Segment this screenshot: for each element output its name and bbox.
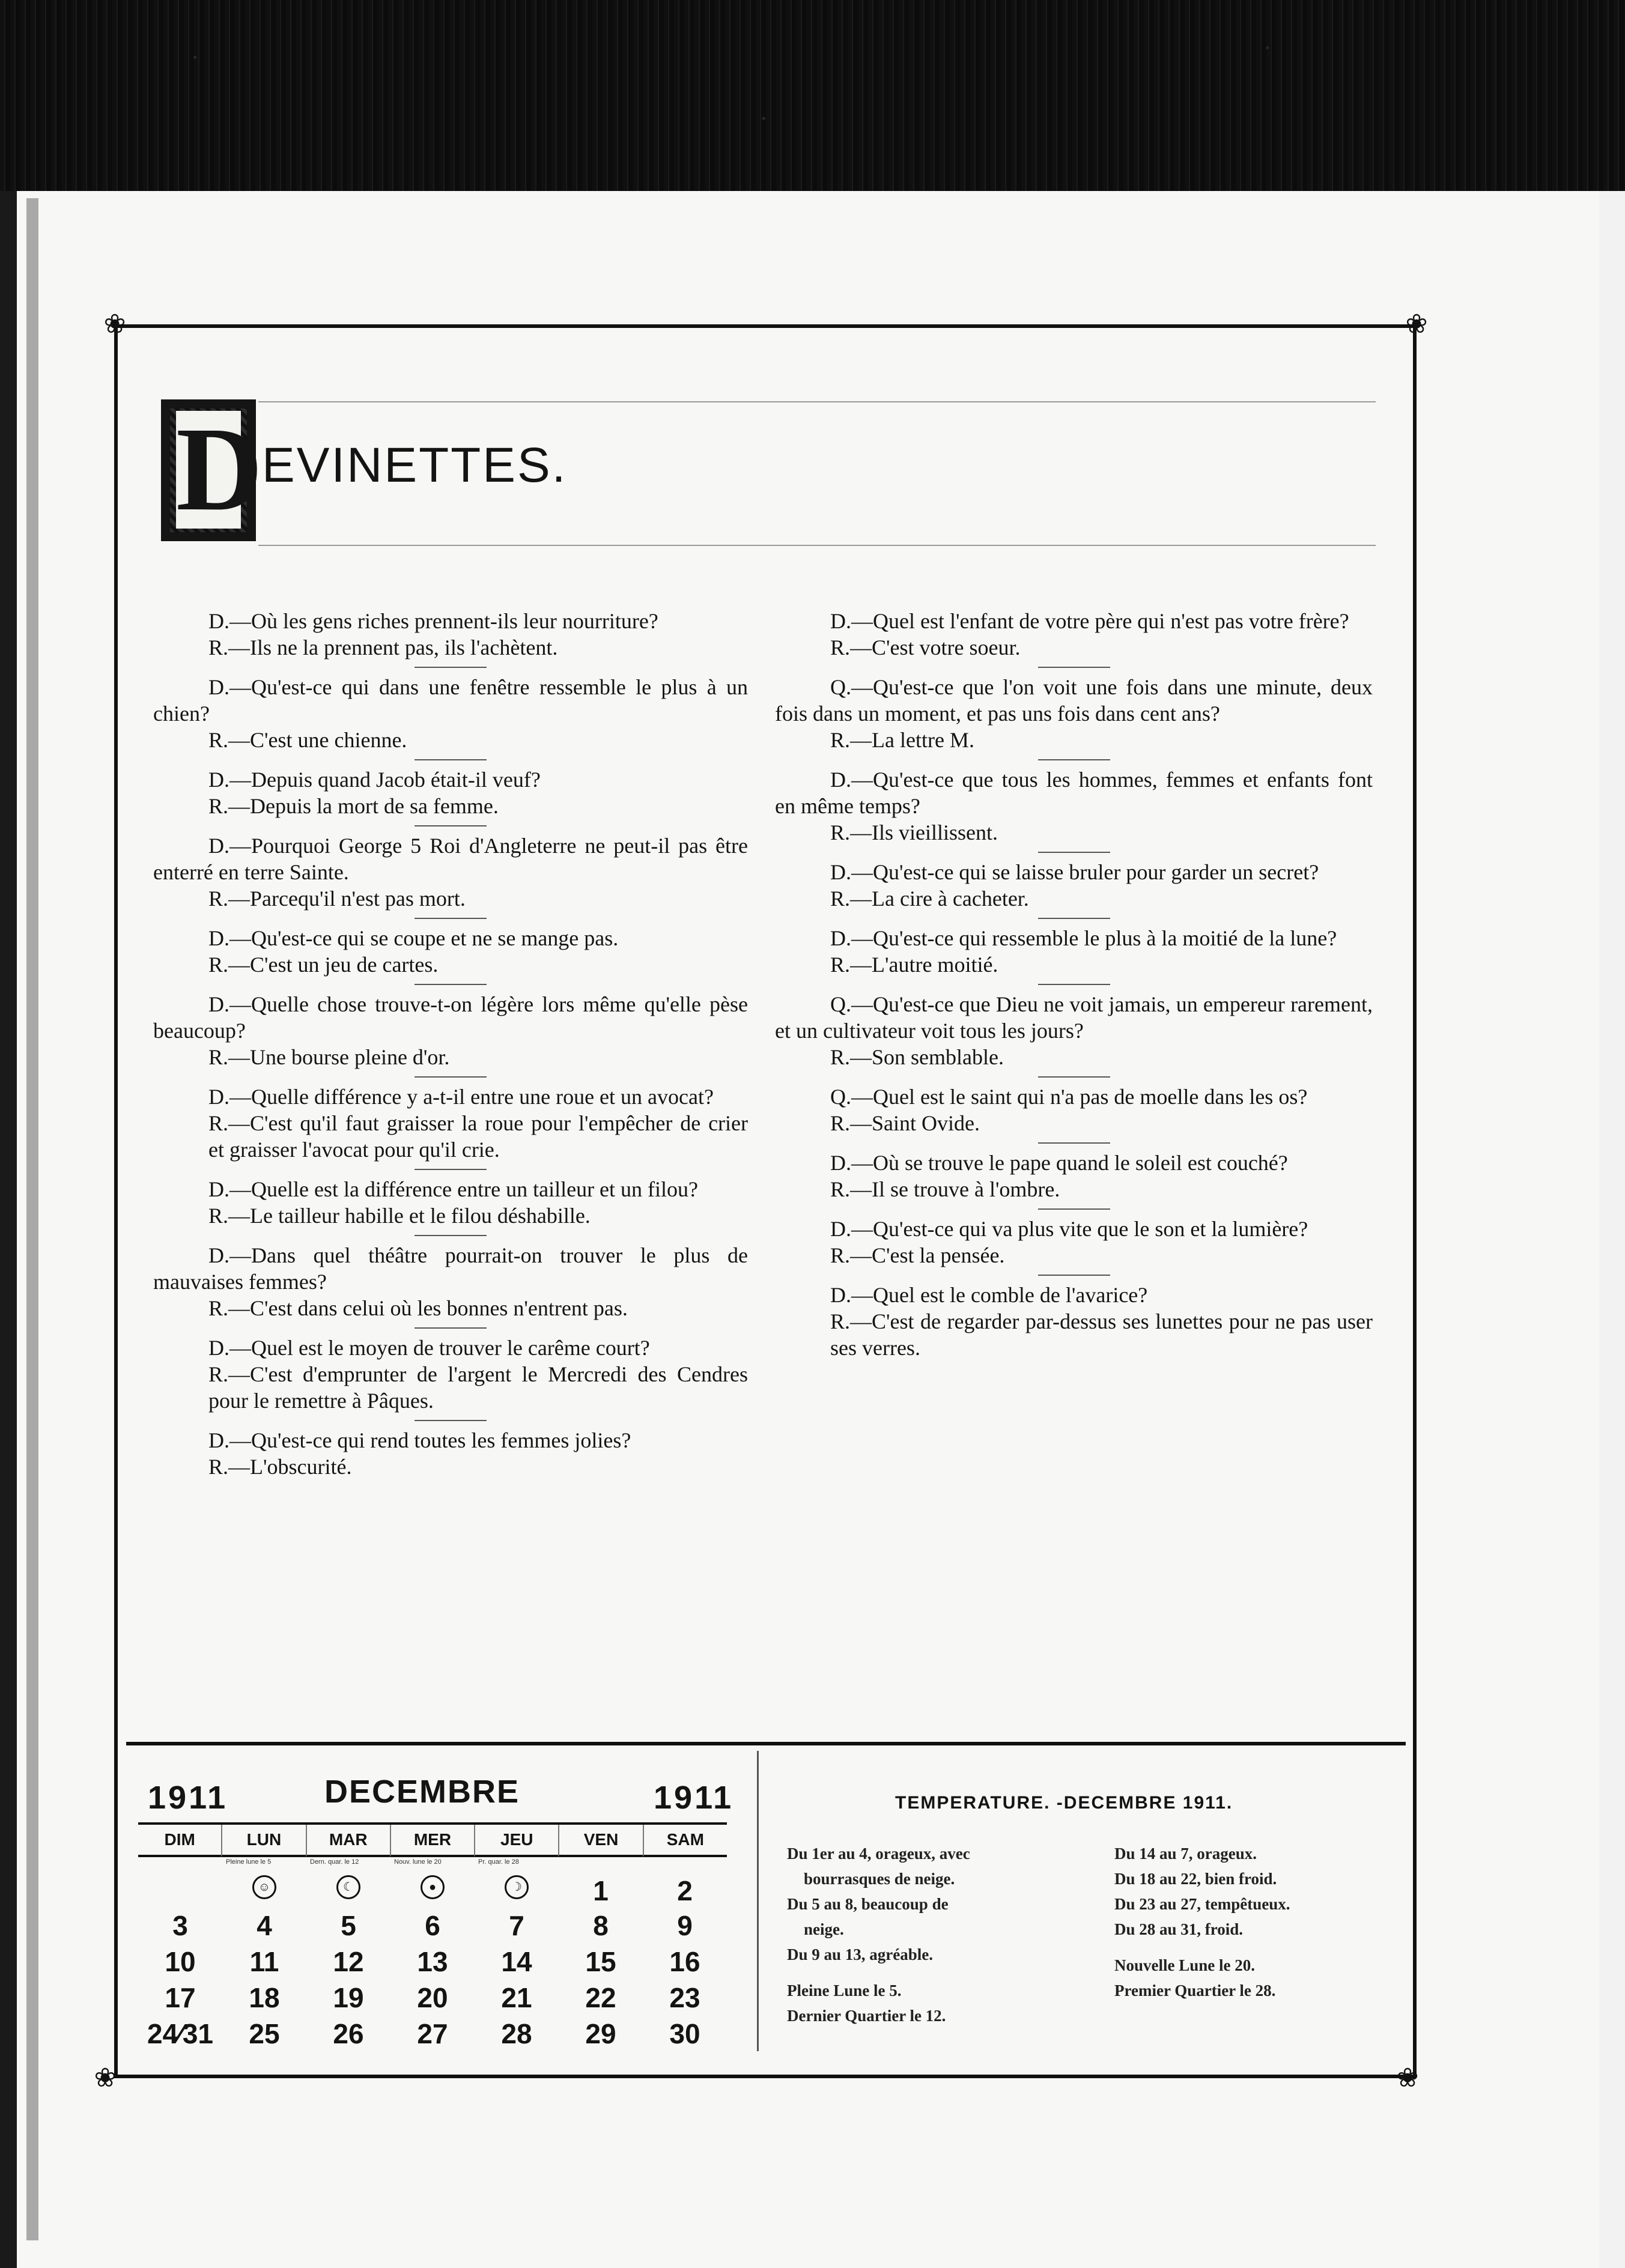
riddle-separator bbox=[1038, 1208, 1110, 1210]
forecast-gap bbox=[787, 1967, 1069, 1978]
temperature-right-column bbox=[1114, 1841, 1391, 2003]
riddle-separator bbox=[415, 667, 487, 668]
weekday-label: JEU bbox=[474, 1825, 558, 1857]
riddle-answer: R.—C'est de regarder par-dessus ses lunettes pour ne pas user ses verres. bbox=[830, 1309, 1373, 1360]
film-edge-left bbox=[0, 191, 17, 2268]
riddle-answer: R.—Il se trouve à l'ombre. bbox=[830, 1177, 1060, 1201]
calendar-day: 9 bbox=[677, 1910, 693, 1941]
riddle-question: D.—Qu'est-ce qui dans une fenêtre ressemble le plus à un chien? bbox=[153, 675, 748, 726]
riddle-entry bbox=[153, 1242, 748, 1321]
forecast-line: Du 23 au 27, tempêtueux. bbox=[1114, 1895, 1290, 1913]
riddle-entry bbox=[775, 1150, 1373, 1202]
moon-phase-note: Pleine lune le 5 bbox=[226, 1858, 272, 1866]
calendar-day: 28 bbox=[501, 2018, 532, 2049]
calendar-week-row bbox=[138, 2016, 727, 2052]
riddle-answer: R.—C'est qu'il faut graisser la roue pour l'empêcher de crier et graisser l'avocat pour qu'il crie. bbox=[208, 1111, 748, 1162]
moon-phase-line: Dernier Quartier le 12. bbox=[787, 2007, 946, 2025]
riddle-answer: R.—La cire à cacheter. bbox=[830, 887, 1029, 911]
riddle-entry bbox=[775, 674, 1373, 753]
riddle-entry bbox=[153, 1176, 748, 1229]
riddle-separator bbox=[415, 1420, 487, 1421]
calendar-day: 1 bbox=[593, 1875, 609, 1906]
forecast-line: Du 1er au 4, orageux, avec bbox=[787, 1845, 970, 1863]
calendar-day: 21 bbox=[501, 1982, 532, 2013]
calendar-day: 15 bbox=[585, 1946, 616, 1977]
riddle-answer: R.—La lettre M. bbox=[830, 728, 974, 752]
riddle-entry bbox=[775, 1084, 1373, 1136]
calendar-day: 3 bbox=[172, 1910, 188, 1941]
moon-phase-line: Pleine Lune le 5. bbox=[787, 1981, 902, 2000]
riddle-entry bbox=[153, 991, 748, 1070]
riddle-separator bbox=[1038, 852, 1110, 853]
calendar-year-left: 1911 bbox=[148, 1780, 228, 1816]
calendar-day: 17 bbox=[165, 1982, 196, 2013]
riddle-separator bbox=[415, 825, 487, 826]
film-edge-right bbox=[1599, 191, 1625, 2268]
riddle-entry bbox=[153, 1427, 748, 1480]
calendar-phase-cell bbox=[475, 1857, 559, 1908]
riddle-entry bbox=[775, 766, 1373, 846]
calendar-day: 25 bbox=[249, 2018, 280, 2049]
calendar-day: 26 bbox=[333, 2018, 364, 2049]
moon-phase-icon: ☺ bbox=[252, 1875, 276, 1899]
calendar-day: 27 bbox=[417, 2018, 448, 2049]
forecast-line: Du 18 au 22, bien froid. bbox=[1114, 1870, 1277, 1888]
riddle-entry bbox=[153, 1335, 748, 1414]
riddle-entry bbox=[153, 766, 748, 819]
riddle-separator bbox=[415, 984, 487, 985]
riddle-answer: R.—Le tailleur habille et le filou déshabille. bbox=[208, 1204, 591, 1228]
calendar-phase-cell bbox=[390, 1857, 475, 1908]
riddle-answer: R.—Une bourse pleine d'or. bbox=[208, 1045, 450, 1069]
moon-phase-note: Nouv. lune le 20 bbox=[394, 1858, 442, 1866]
temperature-title: TEMPERATURE. -DECEMBRE 1911. bbox=[895, 1793, 1233, 1813]
riddle-answer: R.—L'obscurité. bbox=[208, 1455, 352, 1479]
riddle-entry bbox=[775, 991, 1373, 1070]
calendar-day: 14 bbox=[501, 1946, 532, 1977]
riddle-separator bbox=[1038, 1142, 1110, 1144]
moon-phase-icon: ☾ bbox=[336, 1875, 360, 1899]
riddle-question: D.—Qu'est-ce qui se laisse bruler pour garder un secret? bbox=[830, 860, 1319, 884]
riddle-question: D.—Où se trouve le pape quand le soleil est couché? bbox=[830, 1151, 1288, 1175]
calendar-day: 23 bbox=[669, 1982, 700, 2013]
forecast-line: Du 9 au 13, agréable. bbox=[787, 1945, 933, 1963]
riddles-left-column bbox=[153, 608, 748, 1480]
calendar-week-row bbox=[138, 1857, 727, 1908]
calendar-week-row bbox=[138, 1944, 727, 1980]
riddle-question: Q.—Qu'est-ce que Dieu ne voit jamais, un empereur rarement, et un cultivateur voit tous les jours? bbox=[775, 992, 1373, 1043]
riddle-entry bbox=[775, 925, 1373, 978]
page-title: EVINETTES. bbox=[262, 438, 568, 493]
riddle-answer: R.—C'est d'emprunter de l'argent le Mercredi des Cendres pour le remettre à Pâques. bbox=[208, 1362, 748, 1413]
riddle-question: D.—Quelle différence y a-t-il entre une roue et un avocat? bbox=[208, 1085, 714, 1109]
calendar-day: 13 bbox=[417, 1946, 448, 1977]
calendar-day: 22 bbox=[585, 1982, 616, 2013]
riddle-separator bbox=[415, 1076, 487, 1078]
calendar-day: 18 bbox=[249, 1982, 280, 2013]
forecast-line: Du 28 au 31, froid. bbox=[1114, 1920, 1244, 1938]
riddle-separator bbox=[1038, 984, 1110, 985]
calendar-day: 30 bbox=[669, 2018, 700, 2049]
riddle-entry bbox=[775, 608, 1373, 661]
corner-ornament-icon: ❀ bbox=[1405, 309, 1428, 339]
calendar-phase-cell bbox=[222, 1857, 306, 1908]
moon-phase-line: Premier Quartier le 28. bbox=[1114, 1981, 1276, 2000]
riddle-answer: R.—Saint Ovide. bbox=[830, 1111, 980, 1135]
corner-ornament-icon: ❀ bbox=[1396, 2063, 1419, 2093]
calendar-day: 12 bbox=[333, 1946, 364, 1977]
riddle-question: D.—Qu'est-ce que tous les hommes, femmes et enfants font en même temps? bbox=[775, 768, 1373, 818]
corner-ornament-icon: ❀ bbox=[94, 2063, 117, 2093]
riddle-separator bbox=[1038, 918, 1110, 919]
riddle-entry bbox=[153, 608, 748, 661]
riddle-answer: R.—Ils vieillissent. bbox=[830, 820, 998, 844]
calendar-week-row bbox=[138, 1908, 727, 1944]
calendar-year-right: 1911 bbox=[654, 1780, 734, 1816]
riddle-entry bbox=[775, 1216, 1373, 1269]
riddle-answer: R.—Ils ne la prennent pas, ils l'achètent. bbox=[208, 635, 558, 659]
riddle-question: Q.—Quel est le saint qui n'a pas de moelle dans les os? bbox=[830, 1085, 1308, 1109]
calendar-phase-cell bbox=[306, 1857, 390, 1908]
riddle-separator bbox=[415, 1235, 487, 1236]
calendar-day: 24⁄31 bbox=[147, 2018, 213, 2049]
weekday-label: DIM bbox=[138, 1825, 221, 1857]
moon-phase-icon: ☽ bbox=[505, 1875, 529, 1899]
weekday-label: MER bbox=[390, 1825, 474, 1857]
forecast-line: Du 5 au 8, beaucoup de bbox=[787, 1895, 949, 1913]
forecast-line: neige. bbox=[804, 1920, 844, 1938]
riddle-answer: R.—C'est dans celui où les bonnes n'entrent pas. bbox=[208, 1296, 628, 1320]
riddle-question: D.—Depuis quand Jacob était-il veuf? bbox=[208, 768, 541, 792]
calendar-day: 6 bbox=[425, 1910, 440, 1941]
calendar-day: 11 bbox=[249, 1946, 279, 1977]
riddles-right-column bbox=[775, 608, 1373, 1361]
riddle-answer: R.—C'est une chienne. bbox=[208, 728, 407, 752]
riddle-answer: R.—Depuis la mort de sa femme. bbox=[208, 794, 499, 818]
riddle-entry bbox=[775, 859, 1373, 912]
moon-phase-note: Dern. quar. le 12 bbox=[310, 1858, 359, 1866]
riddle-entry bbox=[153, 674, 748, 753]
riddle-question: D.—Qu'est-ce qui va plus vite que le son et la lumière? bbox=[830, 1217, 1308, 1241]
calendar-weekday-header bbox=[138, 1825, 727, 1857]
title-rule-top bbox=[258, 401, 1376, 402]
calendar-day: 20 bbox=[417, 1982, 448, 2013]
calendar-day: 2 bbox=[677, 1875, 693, 1906]
title-rule-bottom bbox=[258, 545, 1376, 546]
riddle-question: D.—Pourquoi George 5 Roi d'Angleterre ne peut-il pas être enterré en terre Sainte. bbox=[153, 834, 748, 884]
calendar-day: 29 bbox=[585, 2018, 616, 2049]
riddle-question: D.—Quel est l'enfant de votre père qui n'est pas votre frère? bbox=[830, 609, 1349, 633]
riddle-question: D.—Quel est le comble de l'avarice? bbox=[830, 1283, 1148, 1307]
riddle-question: D.—Qu'est-ce qui ressemble le plus à la moitié de la lune? bbox=[830, 926, 1337, 950]
weekday-label: MAR bbox=[306, 1825, 390, 1857]
riddle-question: D.—Quelle chose trouve-t-on légère lors même qu'elle pèse beaucoup? bbox=[153, 992, 748, 1043]
riddle-separator bbox=[415, 1169, 487, 1170]
riddle-separator bbox=[415, 918, 487, 919]
riddle-separator bbox=[415, 1327, 487, 1329]
forecast-gap bbox=[1114, 1942, 1391, 1953]
riddle-question: D.—Quelle est la différence entre un tailleur et un filou? bbox=[208, 1177, 699, 1201]
riddle-question: D.—Où les gens riches prennent-ils leur nourriture? bbox=[208, 609, 658, 633]
calendar-day: 7 bbox=[509, 1910, 524, 1941]
riddle-answer: R.—Son semblable. bbox=[830, 1045, 1004, 1069]
film-edge-top bbox=[0, 0, 1625, 191]
riddle-question: D.—Dans quel théâtre pourrait-on trouver le plus de mauvaises femmes? bbox=[153, 1243, 748, 1294]
riddle-separator bbox=[1038, 667, 1110, 668]
calendar-day: 19 bbox=[333, 1982, 364, 2013]
riddle-answer: R.—Parcequ'il n'est pas mort. bbox=[208, 887, 466, 911]
forecast-line: Du 14 au 7, orageux. bbox=[1114, 1845, 1257, 1863]
calendar-grid bbox=[138, 1822, 727, 2052]
riddle-separator bbox=[1038, 1076, 1110, 1078]
calendar-week-row bbox=[138, 1980, 727, 2016]
weekday-label: SAM bbox=[643, 1825, 727, 1857]
corner-ornament-icon: ❀ bbox=[103, 309, 126, 339]
riddle-question: D.—Qu'est-ce qui se coupe et ne se mange pas. bbox=[208, 926, 619, 950]
weekday-label: LUN bbox=[221, 1825, 305, 1857]
ornamental-dropcap bbox=[161, 399, 263, 541]
riddle-answer: R.—L'autre moitié. bbox=[830, 953, 998, 977]
calendar-day: 16 bbox=[669, 1946, 700, 1977]
riddle-entry bbox=[153, 925, 748, 978]
moon-phase-note: Pr. quar. le 28 bbox=[478, 1858, 519, 1866]
riddle-answer: R.—C'est votre soeur. bbox=[830, 635, 1021, 659]
riddle-question: Q.—Qu'est-ce que l'on voit une fois dans une minute, deux fois dans un moment, et pas uns fois dans cent ans? bbox=[775, 675, 1373, 726]
riddle-entry bbox=[153, 832, 748, 912]
calendar-day: 8 bbox=[593, 1910, 609, 1941]
riddle-question: D.—Quel est le moyen de trouver le carême court? bbox=[208, 1336, 650, 1360]
riddle-answer: R.—C'est la pensée. bbox=[830, 1243, 1005, 1267]
riddle-separator bbox=[1038, 1275, 1110, 1276]
riddle-question: D.—Qu'est-ce qui rend toutes les femmes jolies? bbox=[208, 1428, 631, 1452]
page-binding-shadow bbox=[26, 198, 38, 2240]
calendar-day: 4 bbox=[257, 1910, 272, 1941]
calendar-divider bbox=[757, 1751, 759, 2051]
moon-phase-icon: ● bbox=[421, 1875, 445, 1899]
weekday-label: VEN bbox=[558, 1825, 642, 1857]
calendar-phase-cell bbox=[138, 1857, 222, 1908]
temperature-left-column bbox=[787, 1841, 1069, 2028]
riddle-separator bbox=[415, 759, 487, 760]
moon-phase-line: Nouvelle Lune le 20. bbox=[1114, 1956, 1255, 1974]
riddle-entry bbox=[775, 1282, 1373, 1361]
calendar-day: 5 bbox=[341, 1910, 356, 1941]
dropcap-letter: D bbox=[176, 403, 263, 536]
section-divider bbox=[126, 1742, 1406, 1745]
forecast-line: bourrasques de neige. bbox=[804, 1870, 955, 1888]
riddle-entry bbox=[153, 1084, 748, 1163]
calendar-month: DECEMBRE bbox=[324, 1774, 520, 1810]
riddle-separator bbox=[1038, 759, 1110, 760]
calendar-day: 10 bbox=[165, 1946, 196, 1977]
riddle-answer: R.—C'est un jeu de cartes. bbox=[208, 953, 439, 977]
